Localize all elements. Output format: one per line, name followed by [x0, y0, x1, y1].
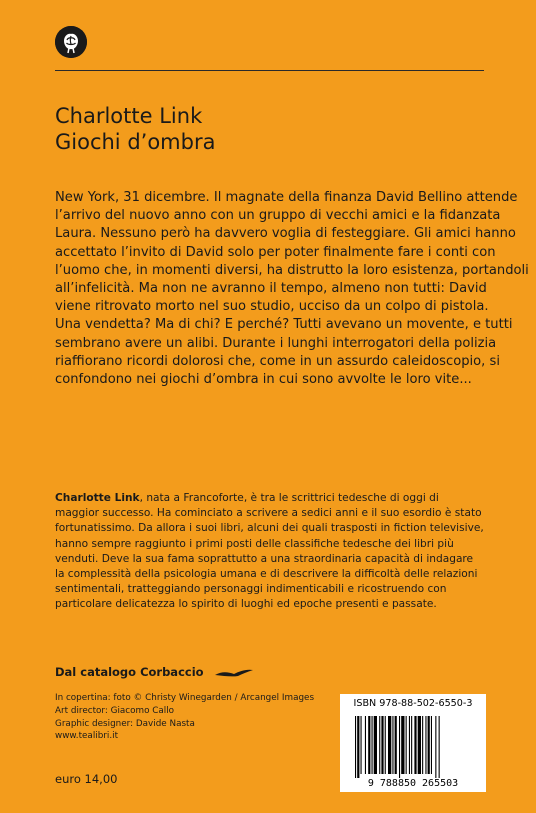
bio-line: particolare delicatezza lo spirito di luoghi ed epoche presenti e passate. — [55, 598, 437, 611]
barcode-digits: 9 788850 265503 — [367, 778, 459, 788]
synopsis-line: viene ritrovato morto nel suo studio, ucciso da un colpo di pistola. — [55, 299, 489, 315]
barcode-bar — [355, 716, 356, 778]
barcode-bar — [431, 716, 432, 774]
barcode-bar — [379, 716, 380, 774]
barcode-bar — [399, 716, 400, 778]
synopsis-line: sembrano avere un alibi. Durante i lunghi interrogatori della polizia — [55, 335, 497, 351]
barcode-bar — [401, 716, 404, 774]
barcode-bar — [435, 716, 436, 778]
barcode-bar — [365, 716, 366, 774]
barcode-box — [340, 694, 486, 792]
barcode — [347, 714, 479, 788]
bio-line: la complessità della psicologia umana e di descrivere la difficoltà delle relazioni — [55, 568, 478, 581]
bio-line: fortunatissimo. Da allora i suoi libri, alcuni dei quali trasposti in fiction televisive, — [55, 522, 484, 535]
credit-line: www.tealibri.it — [55, 731, 119, 742]
catalog-label: Dal catalogo Corbaccio — [55, 665, 204, 679]
bio-line: venduti. Deve la sua fama soprattutto a una straordinaria capacità di indagare — [55, 552, 474, 565]
barcode-bar — [411, 716, 412, 774]
barcode-bar — [381, 716, 383, 774]
barcode-bar — [414, 716, 416, 774]
barcode-bar — [425, 716, 426, 774]
synopsis-text — [55, 189, 529, 389]
synopsis-line: riaffiorano ricordi dolorosi che, come in un assurdo caleidoscopio, si — [55, 353, 500, 369]
isbn-label: ISBN 978-88-502-6550-3 — [353, 698, 473, 709]
barcode-bar — [357, 716, 359, 778]
barcode-bar — [388, 716, 391, 774]
synopsis-line: confondono nei giochi d’ombra in cui sono avvolte le loro vite... — [55, 372, 472, 388]
synopsis-line: accettato l’invito di David solo per poter finalmente fare i conti con — [55, 244, 496, 260]
synopsis-line: all’infelicità. Ma non ne avranno il tempo, almeno non tutti: David — [55, 281, 487, 297]
bio-author-name: Charlotte Link — [55, 492, 140, 504]
barcode-bar — [368, 716, 370, 774]
synopsis-line: Una vendetta? Ma di chi? E perché? Tutti avevano un movente, e tutti — [55, 317, 513, 333]
credit-line: Art director: Giacomo Callo — [55, 705, 175, 716]
barcode-bar — [374, 716, 377, 774]
bio-line: maggior successo. Ha cominciato a scrivere a sedici anni e il suo esordio è stato — [55, 507, 482, 520]
barcode-bar — [439, 716, 440, 778]
credits-block — [55, 692, 314, 743]
barcode-bar — [422, 716, 423, 774]
bio-text: , nata a Francoforte, è tra le scrittrici tedesche di oggi di — [139, 492, 439, 504]
synopsis-line: l’uomo che, in momenti diversi, ha distrutto la loro esistenza, portandoli — [55, 262, 529, 278]
book-title: Giochi d’ombra — [55, 130, 216, 154]
bio-line: hanno sempre raggiunto i primi posti delle classifiche tedesche dei libri più — [55, 537, 454, 550]
price: euro 14,00 — [55, 772, 118, 786]
barcode-bar — [372, 716, 373, 774]
credit-line: Graphic designer: Davide Nasta — [55, 718, 195, 729]
barcode-bar — [392, 716, 393, 774]
synopsis-line: New York, 31 dicembre. Il magnate della finanza David Bellino attende — [55, 190, 518, 205]
barcode-bar — [361, 716, 362, 774]
rose-icon — [55, 26, 87, 58]
barcode-bar — [395, 716, 397, 774]
barcode-bar — [428, 716, 430, 774]
bird-icon — [214, 668, 254, 678]
barcode-bar — [409, 716, 410, 774]
author-name: Charlotte Link — [55, 104, 203, 128]
book-heading — [55, 103, 215, 155]
barcode-bar — [418, 716, 421, 774]
barcode-bar — [406, 716, 407, 774]
bio-line: sentimentali, tratteggiando personaggi indimenticabili e ricostruendo con — [55, 583, 447, 596]
header-divider — [55, 70, 484, 71]
synopsis-line: Laura. Nessuno però ha davvero voglia di festeggiare. Gli amici hanno — [55, 226, 516, 242]
barcode-bar — [385, 716, 386, 774]
author-bio — [55, 491, 495, 613]
publisher-logo — [55, 26, 87, 58]
catalog-line — [55, 665, 254, 679]
synopsis-line: l’arrivo del nuovo anno con un gruppo di vecchi amici e la fidanzata — [55, 208, 501, 224]
credit-line: In copertina: foto © Christy Winegarden / Arcangel Images — [55, 693, 315, 703]
